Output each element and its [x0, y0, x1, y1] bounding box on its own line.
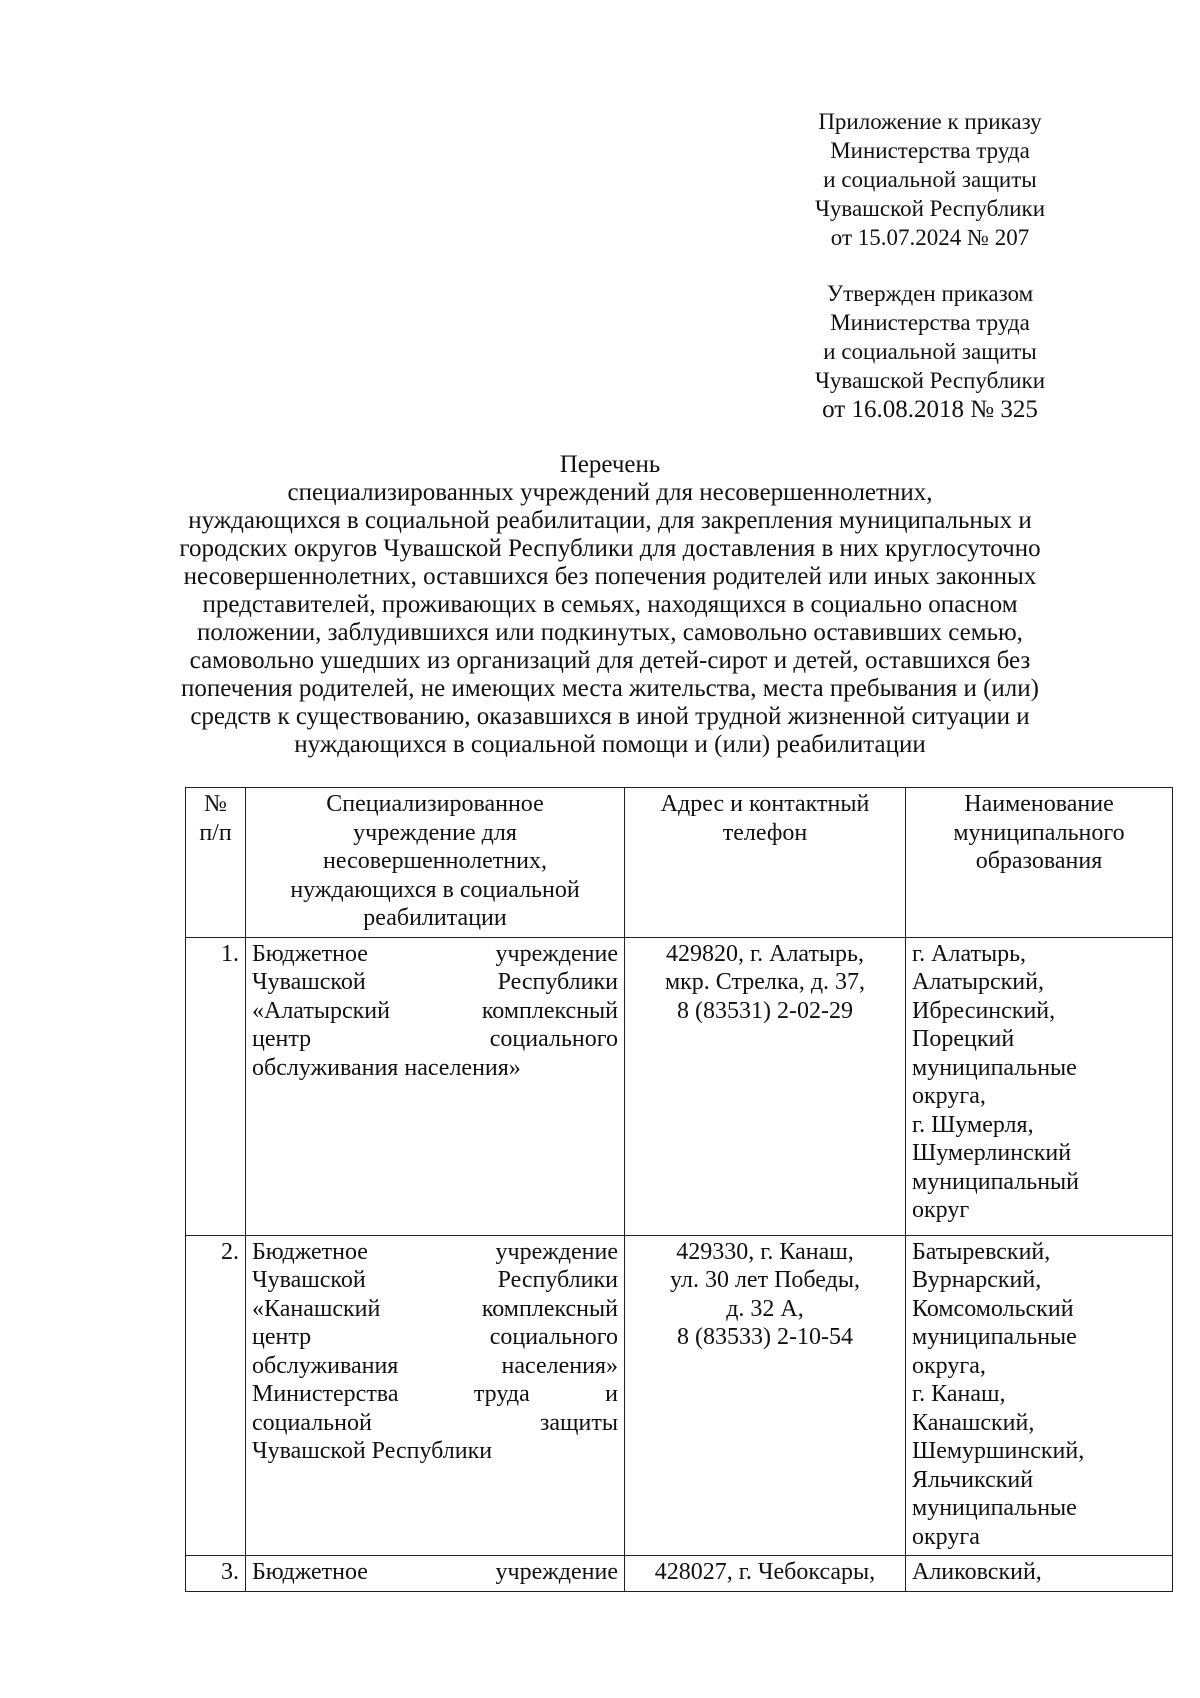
municipality-cell: Батыревский, Вурнарский, Комсомольский муниципальные округа, г. Канаш, Канашский, Шемуршинский, Яльчикский муниципальные округа [906, 1235, 1173, 1556]
approval-line: и социальной защиты [823, 339, 1037, 364]
header-municipality: Наименование муниципального образования [906, 788, 1173, 938]
title-line: средств к существованию, оказавшихся в иной трудной жизненной ситуации и [190, 703, 1030, 730]
header-institution: Специализированное учреждение для несовершеннолетних, нуждающихся в социальной реабилитации [246, 788, 625, 938]
title-line: представителей, проживающих в семьях, находящихся в социально опасном [202, 591, 1018, 618]
approval-line: Чувашской Республики [814, 368, 1046, 393]
table-row [186, 1235, 1173, 1556]
title-line: попечения родителей, не имеющих места жительства, места пребывания и (или) [181, 675, 1039, 702]
title-line: положении, заблудившихся или подкинутых, самовольно оставивших семью, [197, 619, 1023, 646]
annex-line: и социальной защиты [823, 167, 1037, 192]
title-line: специализированных учреждений для несовершеннолетних, [287, 479, 933, 506]
annex-line: от 15.07.2024 № 207 [830, 225, 1030, 250]
table-header-row [186, 788, 1173, 938]
approval-line: от 16.08.2018 № 325 [822, 396, 1038, 423]
title-line: городских округов Чувашской Республики для доставления в них круглосуточно [179, 535, 1041, 562]
municipality-cell: Аликовский, [906, 1556, 1173, 1592]
table-row [186, 1556, 1173, 1592]
title-line: нуждающихся в социальной реабилитации, для закрепления муниципальных и [188, 507, 1032, 534]
institutions-table [185, 787, 1173, 1592]
row-number: 3. [186, 1556, 246, 1592]
title-line: самовольно ушедших из организаций для детей-сирот и детей, оставшихся без [189, 647, 1031, 674]
document-title [150, 451, 1070, 759]
header-number: № п/п [186, 788, 246, 938]
annex-line: Приложение к приказу [818, 109, 1042, 134]
address-cell: 428027, г. Чебоксары, [625, 1556, 906, 1592]
title-line: несовершеннолетних, оставшихся без попечения родителей или иных законных [183, 563, 1037, 590]
address-cell: 429330, г. Канаш, ул. 30 лет Победы, д. 32 А, 8 (83533) 2-10-54 [625, 1235, 906, 1556]
header-address: Адрес и контактный телефон [625, 788, 906, 938]
institution-cell: Бюджетное учреждение [246, 1556, 625, 1592]
municipality-cell: г. Алатырь, Алатырский, Ибресинский, Порецкий муниципальные округа, г. Шумерля, Шумерлинский муниципальный округ [906, 937, 1173, 1235]
institution-cell: Бюджетное учреждение Чувашской Республики «Канашский комплексный центр социального обслуживания населения» Министерства труда и социальной защиты Чувашской Республики [246, 1235, 625, 1556]
title-heading: Перечень [559, 451, 661, 478]
title-line: нуждающихся в социальной помощи и (или) реабилитации [294, 731, 926, 758]
table-row [186, 937, 1173, 1235]
row-number: 1. [186, 937, 246, 1235]
annex-line: Чувашской Республики [814, 196, 1046, 221]
institution-cell: Бюджетное учреждение Чувашской Республики «Алатырский комплексный центр социального обслуживания населения» [246, 937, 625, 1235]
address-cell: 429820, г. Алатырь, мкр. Стрелка, д. 37, 8 (83531) 2-02-29 [625, 937, 906, 1235]
annex-line: Министерства труда [830, 138, 1030, 163]
row-number: 2. [186, 1235, 246, 1556]
approval-line: Утвержден приказом [826, 281, 1034, 306]
annex-reference-block [780, 107, 1080, 252]
approval-block [780, 279, 1080, 424]
approval-line: Министерства труда [830, 310, 1030, 335]
